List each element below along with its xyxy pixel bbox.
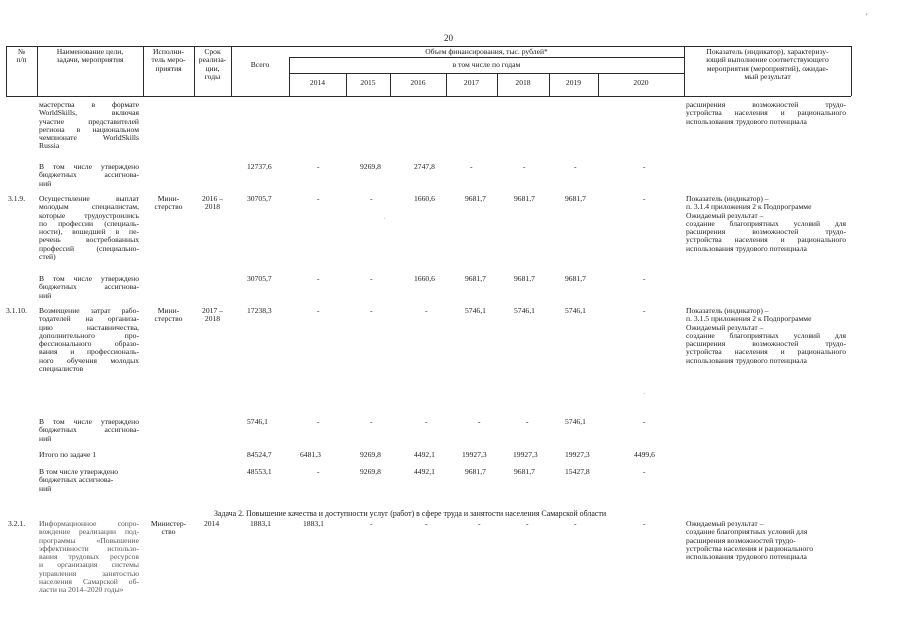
cell-dash: -: [643, 194, 646, 203]
cell-dash: -: [317, 162, 320, 171]
header-indicator: Показатель (индикатор), характеризу- ющий выполнение соответствующего мероприятия (мероприятий), ожидае- мый результат: [706, 47, 829, 81]
header-num: № п/п: [16, 47, 27, 65]
cell-2019: 5746,1: [565, 306, 586, 315]
cell-total: 30705,7: [247, 274, 272, 283]
row-executor: Министер- ство: [150, 519, 187, 537]
row-result: Показатель (индикатор) – п. 3.1.5 приложения 2 к Подпрограмме Ожидаемый результат – создание благоприятных условий для расширения возможностей трудо- устройства населения и рационального использования трудового потенциала: [686, 306, 846, 365]
cell-dash: -: [470, 162, 473, 171]
cell-dash: -: [643, 306, 646, 315]
cell-total: 17238,3: [247, 306, 272, 315]
cell-dash: -: [526, 519, 529, 528]
cell-2014: 1883,1: [303, 519, 324, 528]
cell-dash: -: [478, 519, 481, 528]
cell-2018: 5746,1: [514, 306, 535, 315]
cell-dash: -: [370, 306, 373, 315]
cell-2017: 9681,7: [465, 467, 486, 476]
cell-dash: -: [317, 417, 320, 426]
cell-2016: 4492,1: [414, 450, 435, 459]
cell-2015: 9269,8: [360, 467, 381, 476]
header-year-2018: 2018: [515, 78, 531, 87]
cell-total: 1883,1: [250, 519, 271, 528]
cell-total: 84524,7: [247, 450, 272, 459]
header-year-2017: 2017: [463, 78, 480, 87]
cell-dash: -: [370, 519, 373, 528]
budget-label: В том числе утверждено бюджетных ассигнова- ний: [39, 467, 119, 493]
cell-2020: 4499,6: [634, 450, 655, 459]
cell-total: 30705,7: [247, 194, 272, 203]
cell-2014: 6481,3: [300, 450, 321, 459]
budget-label: В том числе утвержденo бюджетных ассигнова- ний: [39, 274, 139, 300]
cell-dash: -: [370, 417, 373, 426]
cell-2018: 9681,7: [514, 467, 535, 476]
cell-total: 48553,1: [247, 467, 272, 476]
row-result: Показатель (индикатор) – п. 3.1.4 приложения 2 к Подпрограмме Ожидаемый результат – создание благоприятных условий для расширения возможностей трудо- устройства населения и рационального использования трудового потенциала: [686, 194, 846, 253]
row-number: 3.1.9.: [8, 194, 26, 203]
scan-dot: .: [384, 215, 386, 221]
cell-2017: 5746,1: [465, 306, 486, 315]
row-name: Осуществление выплат молодым специалистам, которые трудоустроились по профессии (специаль- ности), вошедшей в пе- речень востребованных профессий (специально- стей): [39, 194, 139, 262]
cell-dash: -: [526, 417, 529, 426]
cell-total: 12737,6: [247, 162, 272, 171]
cell-dash: -: [370, 194, 373, 203]
header-name: Наименование цели, задачи, мероприятия: [56, 47, 124, 65]
header-term: Срок реализа- ции, годы: [198, 47, 227, 81]
cell-dash: -: [317, 274, 320, 283]
cell-2019: 19927,3: [565, 450, 590, 459]
cell-dash: -: [643, 519, 646, 528]
header-by-year: в том числе по годам: [452, 60, 521, 69]
cont-result: расширения возможностей трудо- устройства населения и рационального использования трудового потенциала: [686, 100, 846, 126]
cont-name: мастерства в формате WorldSkills, включая участие представителей региона в национальном чемпионате WorldSkills Russia: [39, 100, 139, 151]
row-term: 2014: [204, 519, 220, 528]
cell-2019: 9681,7: [565, 194, 586, 203]
budget-label: В том числе утвержденo бюджетных ассигнова- ний: [39, 417, 139, 443]
task-heading: Задача 2. Повышение качества и доступности услуг (работ) в сфере труда и занятости населения Самарской области: [214, 509, 607, 518]
cell-2018: 9681,7: [514, 274, 535, 283]
header-year-2015: 2015: [360, 78, 376, 87]
cell-total: 5746,1: [247, 417, 268, 426]
cell-2016: 4492,1: [414, 467, 435, 476]
cell-dash: -: [643, 274, 646, 283]
header-year-2019: 2019: [565, 78, 582, 87]
cell-dash: -: [425, 519, 428, 528]
page-number: 20: [444, 33, 453, 43]
scan-dot: .: [644, 390, 646, 396]
cell-dash: -: [643, 417, 646, 426]
cell-dash: -: [643, 467, 646, 476]
budget-label: В том числе утвержденo бюджетных ассигнова- ний: [39, 162, 139, 188]
cell-2017: 19927,3: [462, 450, 487, 459]
cell-2018: 9681,7: [514, 194, 535, 203]
total-label: Итого по задаче 1: [39, 450, 97, 459]
cell-dash: -: [317, 306, 320, 315]
header-executor: Исполни- тель меро- приятия: [151, 47, 186, 73]
cell-2016: 1660,6: [414, 274, 435, 283]
row-number: 3.2.1.: [8, 519, 26, 528]
header-year-2020: 2020: [633, 78, 649, 87]
corner-mark: ': [866, 12, 868, 21]
cell-2019: 5746,1: [565, 417, 586, 426]
cell-dash: -: [370, 274, 373, 283]
cell-2018: 19927,3: [513, 450, 538, 459]
row-name: Возмещение затрат рабо- тодателей на организа- цию наставничества, дополнительного про- фессионального образо- вания и профессиональ- ного обучения молодых специалистов: [39, 306, 139, 374]
cell-dash: -: [523, 162, 526, 171]
row-executor: Мини- стерство: [154, 306, 183, 324]
row-executor: Мини- стерство: [154, 194, 183, 212]
cell-2017: 9681,7: [465, 274, 486, 283]
cell-dash: -: [317, 467, 320, 476]
cell-2015: 9269,8: [360, 162, 381, 171]
cell-dash: -: [425, 417, 428, 426]
row-term: 2017 – 2018: [202, 306, 223, 324]
header-total: Всего: [250, 60, 270, 69]
cell-2019: 15427,8: [565, 467, 590, 476]
cell-dash: -: [643, 162, 646, 171]
cell-2019: 9681,7: [565, 274, 586, 283]
row-term: 2016 – 2018: [202, 194, 223, 212]
cell-2016: 1660,6: [414, 194, 435, 203]
row-result: Ожидаемый результат – создание благоприятных условий для расширения возможностей трудо- устройства населения и рационального использования трудового потенциала: [686, 519, 814, 562]
row-number: 3.1.10.: [6, 306, 27, 315]
header-year-2016: 2016: [410, 78, 426, 87]
cell-2017: 9681,7: [465, 194, 486, 203]
header-year-2014: 2014: [309, 78, 326, 87]
cell-dash: -: [478, 417, 481, 426]
cell-dash: -: [574, 519, 577, 528]
cell-dash: -: [317, 194, 320, 203]
row-name: Информационное сопро- вождение реализации под- программы «Повышение эффективности использо- вания трудовых ресурсов и организация системы управления занятостью населения Самарской об- ласти на 2014–2020 годы»: [39, 519, 139, 595]
cell-dash: -: [425, 306, 428, 315]
cell-2016: 2747,8: [414, 162, 435, 171]
cell-dash: -: [574, 162, 577, 171]
header-financing: Объем финансирования, тыс. рублей*: [425, 47, 548, 56]
cell-2015: 9269,8: [360, 450, 381, 459]
